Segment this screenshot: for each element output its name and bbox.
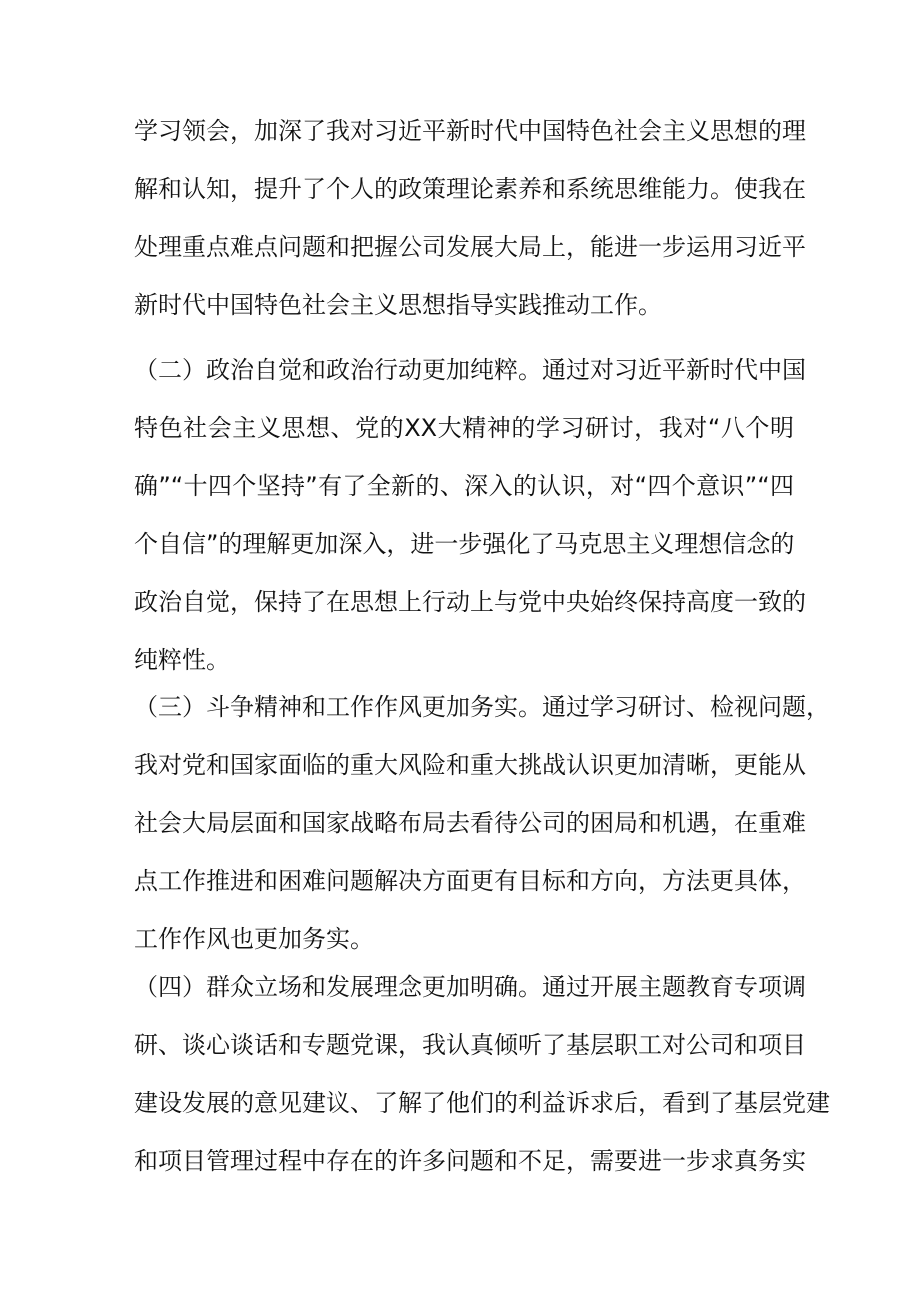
text-line: （四）群众立场和发展理念更加明确。通过开展主题教育专项调 [134, 973, 806, 1001]
text-line: 处理重点难点问题和把握公司发展大局上，能进一步运用习近平 [134, 233, 806, 261]
text-line: 解和认知，提升了个人的政策理论素养和系统思维能力。使我在 [134, 175, 806, 203]
text-line: 学习领会，加深了我对习近平新时代中国特色社会主义思想的理 [134, 117, 806, 145]
text-line: 工作作风也更加务实。 [134, 925, 374, 953]
text-line: 政治自觉，保持了在思想上行动上与党中央始终保持高度一致的 [134, 588, 806, 616]
text-line: 点工作推进和困难问题解决方面更有目标和方向，方法更具体， [134, 867, 806, 895]
text-line: 纯粹性。 [134, 646, 230, 674]
paragraph-2-political-consciousness [134, 341, 806, 689]
text-line: 和项目管理过程中存在的许多问题和不足，需要进一步求真务实 [134, 1147, 806, 1175]
text-line: 建设发展的意见建议、了解了他们的利益诉求后，看到了基层党建 [134, 1089, 830, 1117]
text-line: 确”“十四个坚持”有了全新的、深入的认识，对“四个意识”“四 [134, 472, 794, 500]
paragraph-1 [134, 102, 806, 334]
text-line: 新时代中国特色社会主义思想指导实践推动工作。 [134, 291, 662, 319]
paragraph-3-fighting-spirit [134, 678, 830, 968]
text-line: 社会大局层面和国家战略布局去看待公司的困局和机遇，在重难 [134, 809, 806, 837]
paragraph-4-mass-standpoint [134, 958, 830, 1190]
text-line: （二）政治自觉和政治行动更加纯粹。通过对习近平新时代中国 [134, 356, 806, 384]
text-line: （三）斗争精神和工作作风更加务实。通过学习研讨、检视问题， [134, 693, 830, 721]
text-line: 个自信”的理解更加深入，进一步强化了马克思主义理想信念的 [134, 530, 795, 558]
text-line: 我对党和国家面临的重大风险和重大挑战认识更加清晰，更能从 [134, 751, 806, 779]
text-line: 研、谈心谈话和专题党课，我认真倾听了基层职工对公司和项目 [134, 1031, 806, 1059]
text-line: 特色社会主义思想、党的XX大精神的学习研讨，我对“八个明 [134, 414, 794, 442]
